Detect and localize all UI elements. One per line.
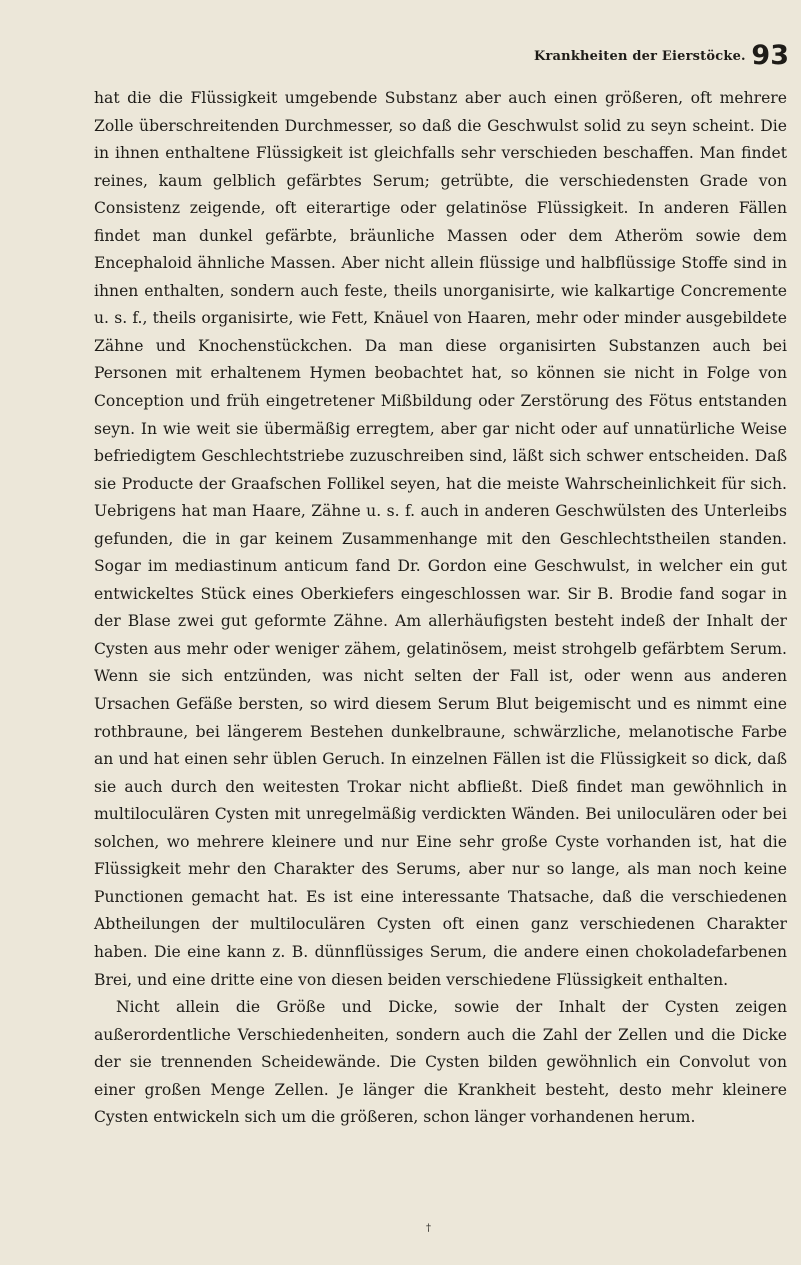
page-header xyxy=(94,40,789,70)
signature-mark: † xyxy=(426,1223,431,1234)
body-text xyxy=(94,85,787,1132)
page-number: 93 xyxy=(751,40,789,71)
paragraph: Nicht allein die Größe und Dicke, sowie der Inhalt der Cysten zeigen außerordentliche Verschiedenheiten, sondern auch die Zahl der Zellen und die Dicke der sie trennenden Scheidewände. Die Cysten bilden gewöhnlich ein Convolut von einer großen Menge Zellen. Je länger die Krankheit besteht, desto mehr kleinere Cysten entwickeln sich um die größeren, schon länger vorhandenen herum. xyxy=(94,998,787,1127)
running-title: Krankheiten der Eierstöcke. xyxy=(534,49,746,64)
paragraph: hat die die Flüssigkeit umgebende Substanz aber auch einen größeren, oft mehrere Zolle überschreitenden Durchmesser, so daß die Geschwulst solid zu seyn scheint. Die in ihnen enthaltene Flüssigkeit ist gleichfalls sehr verschieden beschaffen. Man findet reines, kaum gelblich gefärbtes Serum; getrübte, die verschiedensten Grade von Consistenz zeigende, oft eiterartige oder gelatinöse Flüssigkeit. In anderen Fällen findet man dunkel gefärbte, bräunliche Massen oder dem Atheröm sowie dem Encephaloid ähnliche Massen. Aber nicht allein flüssige und halbflüssige Stoffe sind in ihnen enthalten, sondern auch feste, theils unorganisirte, wie kalkartige Concremente u. s. f., theils organisirte, wie Fett, Knäuel von Haaren, mehr oder minder ausgebildete Zähne und Knochenstückchen. Da man diese organisirten Substanzen auch bei Personen mit erhaltenem Hymen beobachtet hat, so können sie nicht in Folge von Conception und früh eingetretener Mißbildung oder Zerstörung des Fötus entstanden seyn. In wie weit sie übermäßig erregtem, aber gar nicht oder auf unnatürliche Weise befriedigtem Geschlechtstriebe zuzuschreiben sind, läßt sich schwer entscheiden. Daß sie Producte der Graafschen Follikel seyen, hat die meiste Wahrscheinlichkeit für sich. Uebrigens hat man Haare, Zähne u. s. f. auch in anderen Geschwülsten des Unterleibs gefunden, die in gar keinem Zusammenhange mit den Geschlechtstheilen standen. Sogar im mediastinum anticum fand Dr. Gordon eine Geschwulst, in welcher ein gut entwickeltes Stück eines Oberkiefers eingeschlossen war. Sir B. Brodie fand sogar in der Blase zwei gut geformte Zähne. Am allerhäufigsten besteht indeß der Inhalt der Cysten aus mehr oder weniger zähem, gelatinösem, meist strohgelb gefärbtem Serum. Wenn sie sich entzünden, was nicht selten der Fall ist, oder wenn aus anderen Ursachen Gefäße bersten, so wird diesem Serum Blut beigemischt und es nimmt eine rothbraune, bei längerem Bestehen dunkelbraune, schwärzliche, melanotische Farbe an und hat einen sehr üblen Geruch. In einzelnen Fällen ist die Flüssigkeit so dick, daß sie auch durch den weitesten Trokar nicht abfließt. Dieß findet man gewöhnlich in multiloculären Cysten mit unregelmäßig verdickten Wänden. Bei uniloculären oder bei solchen, wo mehrere kleinere und nur Eine sehr große Cyste vorhanden ist, hat die Flüssigkeit mehr den Charakter des Serums, aber nur so lange, als man noch keine Punctionen gemacht hat. Es ist eine interessante Thatsache, daß die verschiedenen Abtheilungen der multiloculären Cysten oft einen ganz verschiedenen Charakter haben. Die eine kann z. B. dünnflüssiges Serum, die andere einen chokoladefarbenen Brei, und eine dritte eine von diesen beiden verschiedene Flüssigkeit enthalten. xyxy=(94,89,787,989)
